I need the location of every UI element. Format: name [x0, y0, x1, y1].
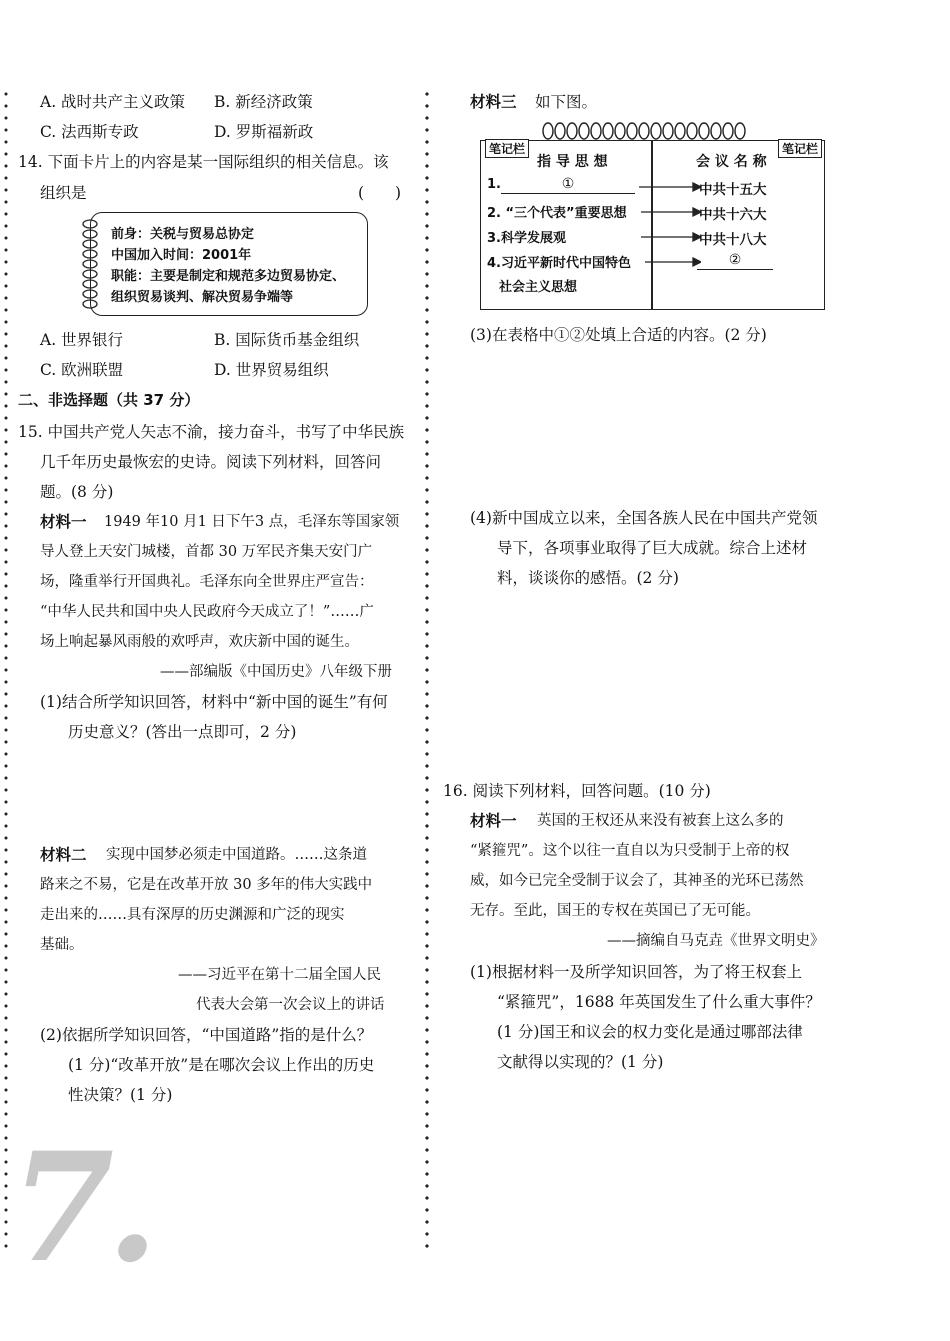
note-row4-blank: ②: [697, 253, 773, 270]
q16-material1-line1: 英国的王权还从来没有被套上这么多的: [537, 813, 784, 829]
q14-option-c: C. 欧洲联盟: [40, 361, 124, 379]
q16-sub1-line3: (1 分)国王和议会的权力变化是通过哪部法律: [497, 1023, 803, 1041]
note-row1-blank: ①: [501, 177, 635, 194]
q16-sub1-line2: “紧箍咒”，1688 年英国发生了什么重大事件？: [497, 993, 821, 1011]
note-head-left: 指 导 思 想: [537, 154, 608, 170]
q16-material1-line2: “紧箍咒”。这个以往一直自以为只受制于上帝的权: [470, 843, 790, 859]
q15-sub1-line2: 历史意义？(答出一点即可，2 分): [68, 723, 297, 741]
note-tag-left: 笔记栏: [485, 139, 529, 158]
card-line-1: 前身：关税与贸易总协定: [111, 227, 255, 242]
q15-material1-line4: “中华人民共和国中央人民政府今天成立了！”……广: [40, 604, 374, 620]
notebook-spiral-binding-icon: [540, 120, 752, 142]
card-line-4: 组织贸易谈判、解决贸易争端等: [111, 290, 294, 305]
q16-sub1-line1: (1)根据材料一及所学知识回答，为了将王权套上: [470, 963, 802, 981]
q15-sub2-line2: (1 分)“改革开放”是在哪次会议上作出的历史: [68, 1056, 375, 1074]
q15-material1-line2: 导人登上天安门城楼，首都 30 万军民齐集天安门广: [40, 544, 373, 560]
q14-option-b: B. 国际货币基金组织: [214, 331, 360, 349]
q15-material2-line4: 基础。: [40, 937, 84, 953]
note-row3-left: 3.科学发展观: [487, 231, 566, 246]
q16-material1-label: 材料一: [470, 812, 517, 830]
q16-material1-line3: 威，如今已完全受制于议会了，其神圣的光环已荡然: [470, 873, 804, 889]
left-dotted-border: [4, 88, 8, 1248]
note-row1-right: 中共十五大: [699, 182, 767, 198]
q14-option-a: A. 世界银行: [40, 331, 124, 349]
q15-stem-line2: 几千年历史最恢宏的史诗。阅读下列材料，回答问: [40, 453, 382, 471]
q15-material2-line3: 走出来的……具有深厚的历史渊源和广泛的现实: [40, 907, 345, 923]
note-arrows-icon: [639, 179, 701, 269]
q15-sub4-line1: (4)新中国成立以来，全国各族人民在中国共产党领: [470, 509, 818, 527]
note-row1-prefix: 1.: [487, 177, 501, 192]
q15-material2-source-line1: ——习近平在第十二届全国人民: [178, 967, 381, 983]
section-2-heading: 二、非选择题（共 37 分）: [18, 391, 200, 409]
q14-stem-line2: 组织是: [40, 184, 87, 202]
page-number: 7.: [10, 1120, 151, 1296]
note-tag-right: 笔记栏: [778, 139, 822, 158]
note-row4-left: 4.习近平新时代中国特色: [487, 256, 631, 271]
q13-option-c: C. 法西斯专政: [40, 123, 139, 141]
q15-stem-line1: 15. 中国共产党人矢志不渝，接力奋斗，书写了中华民族: [18, 423, 405, 441]
q16-material1-source: ——摘编自马克垚《世界文明史》: [607, 933, 825, 949]
q15-material2-line2: 路来之不易，它是在改革开放 30 多年的伟大实践中: [40, 877, 373, 893]
q14-answer-blank: ( ): [358, 184, 402, 202]
note-row2-left: 2. “三个代表”重要思想: [487, 206, 627, 221]
note-row2-right: 中共十六大: [699, 207, 767, 223]
q15-material1-line3: 场，隆重举行开国典礼。毛泽东向全世界庄严宣告：: [40, 574, 374, 590]
q15-sub4-line2: 导下，各项事业取得了巨大成就。综合上述材: [497, 539, 808, 557]
notebook-table: [480, 140, 825, 310]
note-row4-left-cont: 社会主义思想: [499, 280, 578, 295]
q15-sub2-line3: 性决策？(1 分): [68, 1086, 173, 1104]
q15-material2-source-line2: 代表大会第一次会议上的讲话: [196, 997, 385, 1013]
q15-sub3: (3)在表格中①②处填上合适的内容。(2 分): [470, 326, 767, 344]
q15-material2-label: 材料二: [40, 846, 87, 864]
q15-material1-line1: 1949 年10 月1 日下午3 点，毛泽东等国家领: [104, 514, 400, 530]
q16-sub1-line4: 文献得以实现的？(1 分): [497, 1053, 664, 1071]
card-line-3: 职能：主要是制定和规范多边贸易协定、: [111, 269, 346, 284]
q15-sub2-line1: (2)依据所学知识回答，“中国道路”指的是什么？: [40, 1026, 373, 1044]
q15-material2-line1: 实现中国梦必须走中国道路。……这条道: [106, 847, 367, 863]
q15-sub4-line3: 料，谈谈你的感悟。(2 分): [497, 569, 679, 587]
q15-material1-source: ——部编版《中国历史》八年级下册: [160, 664, 392, 680]
q16-material1-line4: 无存。至此，国王的专权在英国已了无可能。: [470, 903, 760, 919]
center-dotted-divider: [425, 88, 429, 1248]
note-row3-right: 中共十八大: [699, 232, 767, 248]
q15-material3-text: 如下图。: [535, 93, 598, 111]
q15-material3-label: 材料三: [470, 93, 517, 111]
q15-sub1-line1: (1)结合所学知识回答，材料中“新中国的诞生”有何: [40, 693, 388, 711]
note-head-right: 会 议 名 称: [696, 154, 767, 170]
q15-stem-line3: 题。(8 分): [40, 483, 114, 501]
q14-option-d: D. 世界贸易组织: [214, 361, 329, 379]
q13-option-a: A. 战时共产主义政策: [40, 93, 186, 111]
card-spiral-binding-icon: [80, 218, 102, 310]
q14-stem-line1: 14. 下面卡片上的内容是某一国际组织的相关信息。该: [18, 153, 389, 171]
q13-option-d: D. 罗斯福新政: [214, 123, 314, 141]
q15-material1-line5: 场上响起暴风雨般的欢呼声，欢庆新中国的诞生。: [40, 634, 359, 650]
q16-stem: 16. 阅读下列材料，回答问题。(10 分): [443, 782, 711, 800]
card-line-2: 中国加入时间：2001年: [111, 248, 252, 263]
q15-material1-label: 材料一: [40, 513, 87, 531]
info-card: [90, 212, 368, 316]
q13-option-b: B. 新经济政策: [214, 93, 313, 111]
